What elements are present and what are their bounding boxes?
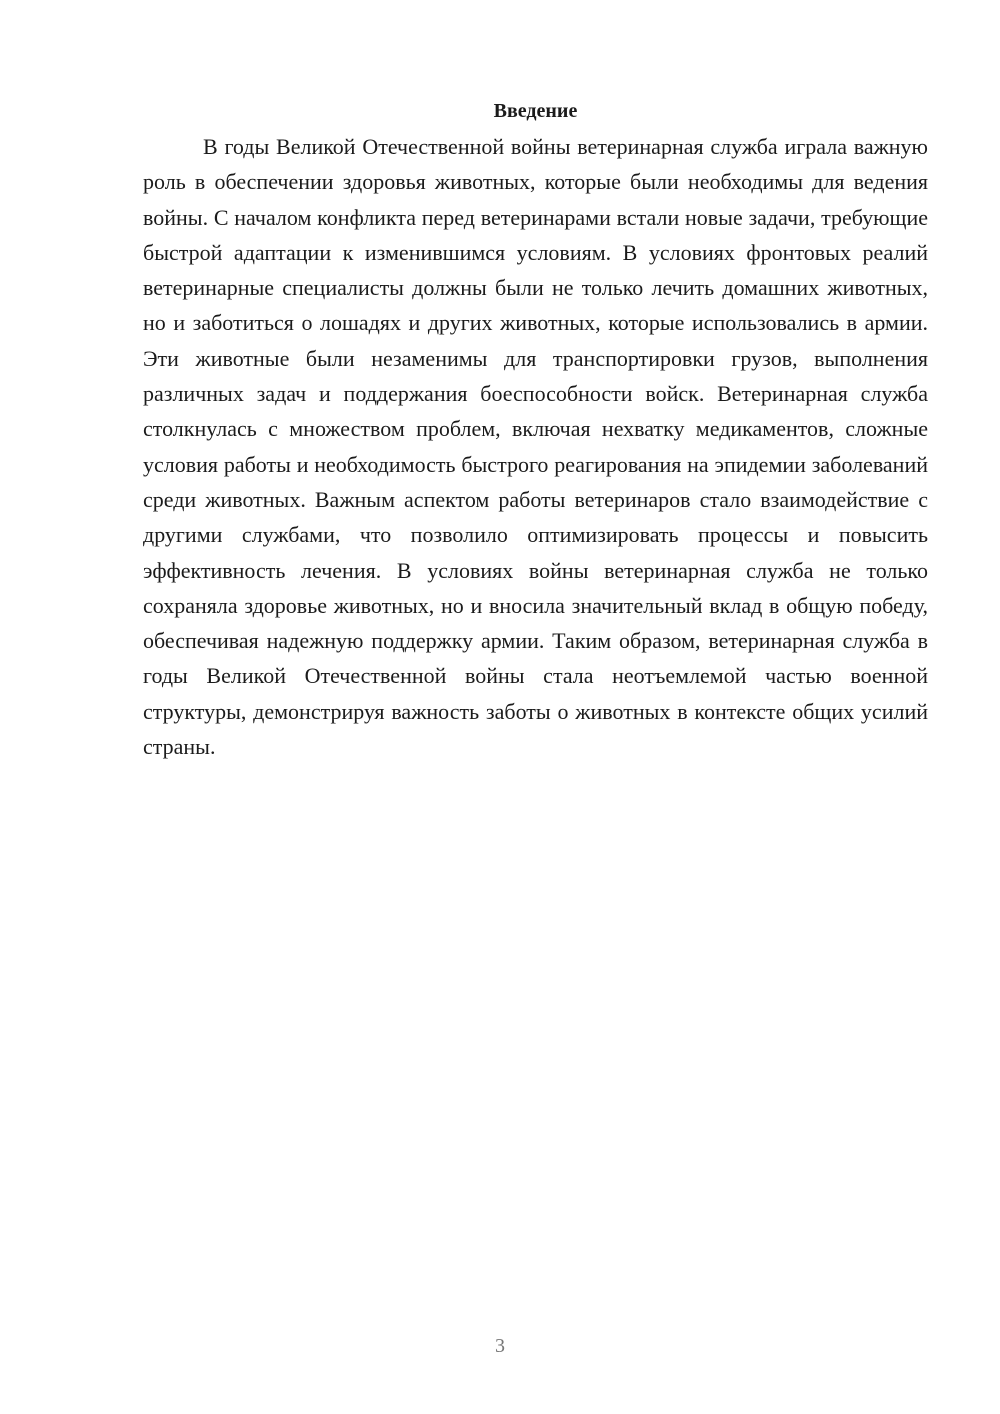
- section-heading: Введение: [493, 100, 578, 122]
- page-number: 3: [495, 1335, 505, 1357]
- body-paragraph: В годы Великой Отечественной войны ветеринарная служба играла важную роль в обеспечении здоровья животных, которые были необходимы для ведения войны. С началом конфликта перед ветеринарами встали новые задачи, требующие быстрой адаптации к изменившимся условиям. В условиях фронтовых реалий ветеринарные специалисты должны были не только лечить домашних животных, но и заботиться о лошадях и других животных, которые использовались в армии. Эти животные были незаменимы для транспортировки грузов, выполнения различных задач и поддержания боеспособности войск. Ветеринарная служба столкнулась с множеством проблем, включая нехватку медикаментов, сложные условия работы и необходимость быстрого реагирования на эпидемии заболеваний среди животных. Важным аспектом работы ветеринаров стало взаимодействие с другими службами, что позволило оптимизировать процессы и повысить эффективность лечения. В условиях войны ветеринарная служба не только сохраняла здоровье животных, но и вносила значительный вклад в общую победу, обеспечивая надежную поддержку армии. Таким образом, ветеринарная служба в годы Великой Отечественной войны стала неотъемлемой частью военной структуры, демонстрируя важность заботы о животных в контексте общих усилий страны.: [143, 134, 928, 760]
- page-content: [143, 93, 928, 764]
